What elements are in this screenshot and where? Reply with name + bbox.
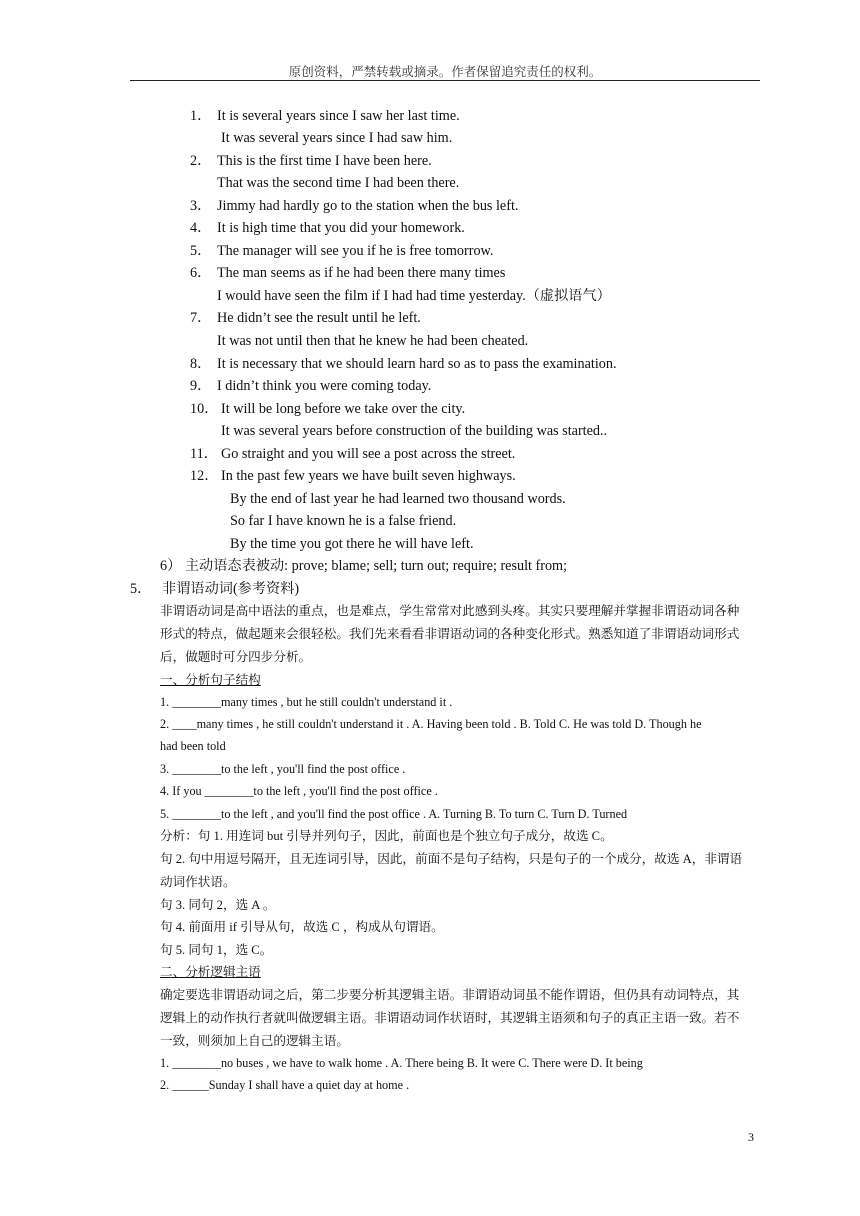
list-item: 9． I didn’t think you were coming today. bbox=[190, 378, 432, 394]
intro2-line: 一致，则须加上自己的逻辑主语。 bbox=[160, 1034, 349, 1048]
list-item: It was not until then that he knew he had been cheated. bbox=[217, 333, 529, 349]
list-item: It was several years before construction of the building was started.. bbox=[221, 423, 608, 439]
header-rule bbox=[130, 80, 760, 81]
list-item: 11． Go straight and you will see a post across the street. bbox=[190, 446, 516, 462]
intro-line: 非谓语动词是高中语法的重点，也是难点，学生常常对此感到头疼。其实只要理解并掌握非谓语动词各种 bbox=[160, 604, 740, 618]
list-item: That was the second time I had been there. bbox=[217, 175, 460, 191]
section-5-heading: 5． 非谓语动词(参考资料) bbox=[130, 581, 300, 597]
list-item: So far I have known he is a false friend. bbox=[230, 513, 457, 529]
example-line: 3. ________to the left , you'll find the post office . bbox=[160, 762, 406, 776]
list-item: It was several years since I had saw him. bbox=[221, 130, 453, 146]
analysis-line: 句 4. 前面用 if 引导从句，故选 C ，构成从句谓语。 bbox=[160, 920, 444, 934]
page-header: 原创资料，严禁转载或摘录。作者保留追究责任的权利。 bbox=[288, 65, 602, 79]
list-item: 10． It will be long before we take over the city. bbox=[190, 401, 466, 417]
example-line: had been told bbox=[160, 739, 226, 753]
list-item: 3． Jimmy had hardly go to the station when the bus left. bbox=[190, 198, 519, 214]
list-item: By the end of last year he had learned two thousand words. bbox=[230, 491, 566, 507]
list-item: 7． He didn’t see the result until he left. bbox=[190, 310, 421, 326]
example-line: 4. If you ________to the left , you'll find the post office . bbox=[160, 784, 438, 798]
heading-logical-subject: 二、分析逻辑主语 bbox=[160, 965, 261, 979]
example-line: 2. ______Sunday I shall have a quiet day at home . bbox=[160, 1078, 410, 1092]
list-item: 2． This is the first time I have been here. bbox=[190, 153, 432, 169]
analysis-line: 动词作状语。 bbox=[160, 875, 236, 889]
list-item: 5． The manager will see you if he is free tomorrow. bbox=[190, 243, 494, 259]
list-item: I would have seen the film if I had had time yesterday.（虚拟语气） bbox=[217, 288, 611, 304]
list-item: 12． In the past few years we have built seven highways. bbox=[190, 468, 516, 484]
heading-analyze-structure: 一、分析句子结构 bbox=[160, 673, 261, 687]
intro2-line: 逻辑上的动作执行者就叫做逻辑主语。非谓语动词作状语时，其逻辑主语须和句子的真正主语一致。若不 bbox=[160, 1011, 740, 1025]
analysis-line: 句 2. 句中用逗号隔开，且无连词引导，因此，前面不是句子结构，只是句子的一个成分，故选 A，非谓语 bbox=[160, 852, 743, 866]
example-line: 2. ____many times , he still couldn't understand it . A. Having been told . B. Told C. He was told D. Though he bbox=[160, 717, 702, 731]
list-item: By the time you got there he will have left. bbox=[230, 536, 474, 552]
list-item: 4． It is high time that you did your homework. bbox=[190, 220, 465, 236]
intro2-line: 确定要选非谓语动词之后，第二步要分析其逻辑主语。非谓语动词虽不能作谓语，但仍具有动词特点，其 bbox=[160, 988, 740, 1002]
analysis-line: 句 5. 同句 1，选 C。 bbox=[160, 943, 273, 957]
point-six: 6） 主动语态表被动: prove; blame; sell; turn out; require; result from; bbox=[160, 558, 568, 574]
list-item: 8． It is necessary that we should learn hard so as to pass the examination. bbox=[190, 356, 617, 372]
example-line: 1. ________no buses , we have to walk home . A. There being B. It were C. There were D. It being bbox=[160, 1056, 643, 1070]
list-item: 6． The man seems as if he had been there many times bbox=[190, 265, 506, 281]
page-number: 3 bbox=[748, 1130, 754, 1144]
intro-line: 后，做题时可分四步分析。 bbox=[160, 650, 312, 664]
example-line: 5. ________to the left , and you'll find the post office . A. Turning B. To turn C. Turn D. Turned bbox=[160, 807, 628, 821]
analysis-line: 句 3. 同句 2，选 A 。 bbox=[160, 898, 276, 912]
list-item: 1． It is several years since I saw her last time. bbox=[190, 108, 460, 124]
intro-line: 形式的特点，做起题来会很轻松。我们先来看看非谓语动词的各种变化形式。熟悉知道了非谓语动词形式 bbox=[160, 627, 740, 641]
example-line: 1. ________many times , but he still couldn't understand it . bbox=[160, 695, 453, 709]
analysis-line: 分析：句 1. 用连词 but 引导并列句子，因此，前面也是个独立句子成分，故选 C。 bbox=[160, 829, 613, 843]
